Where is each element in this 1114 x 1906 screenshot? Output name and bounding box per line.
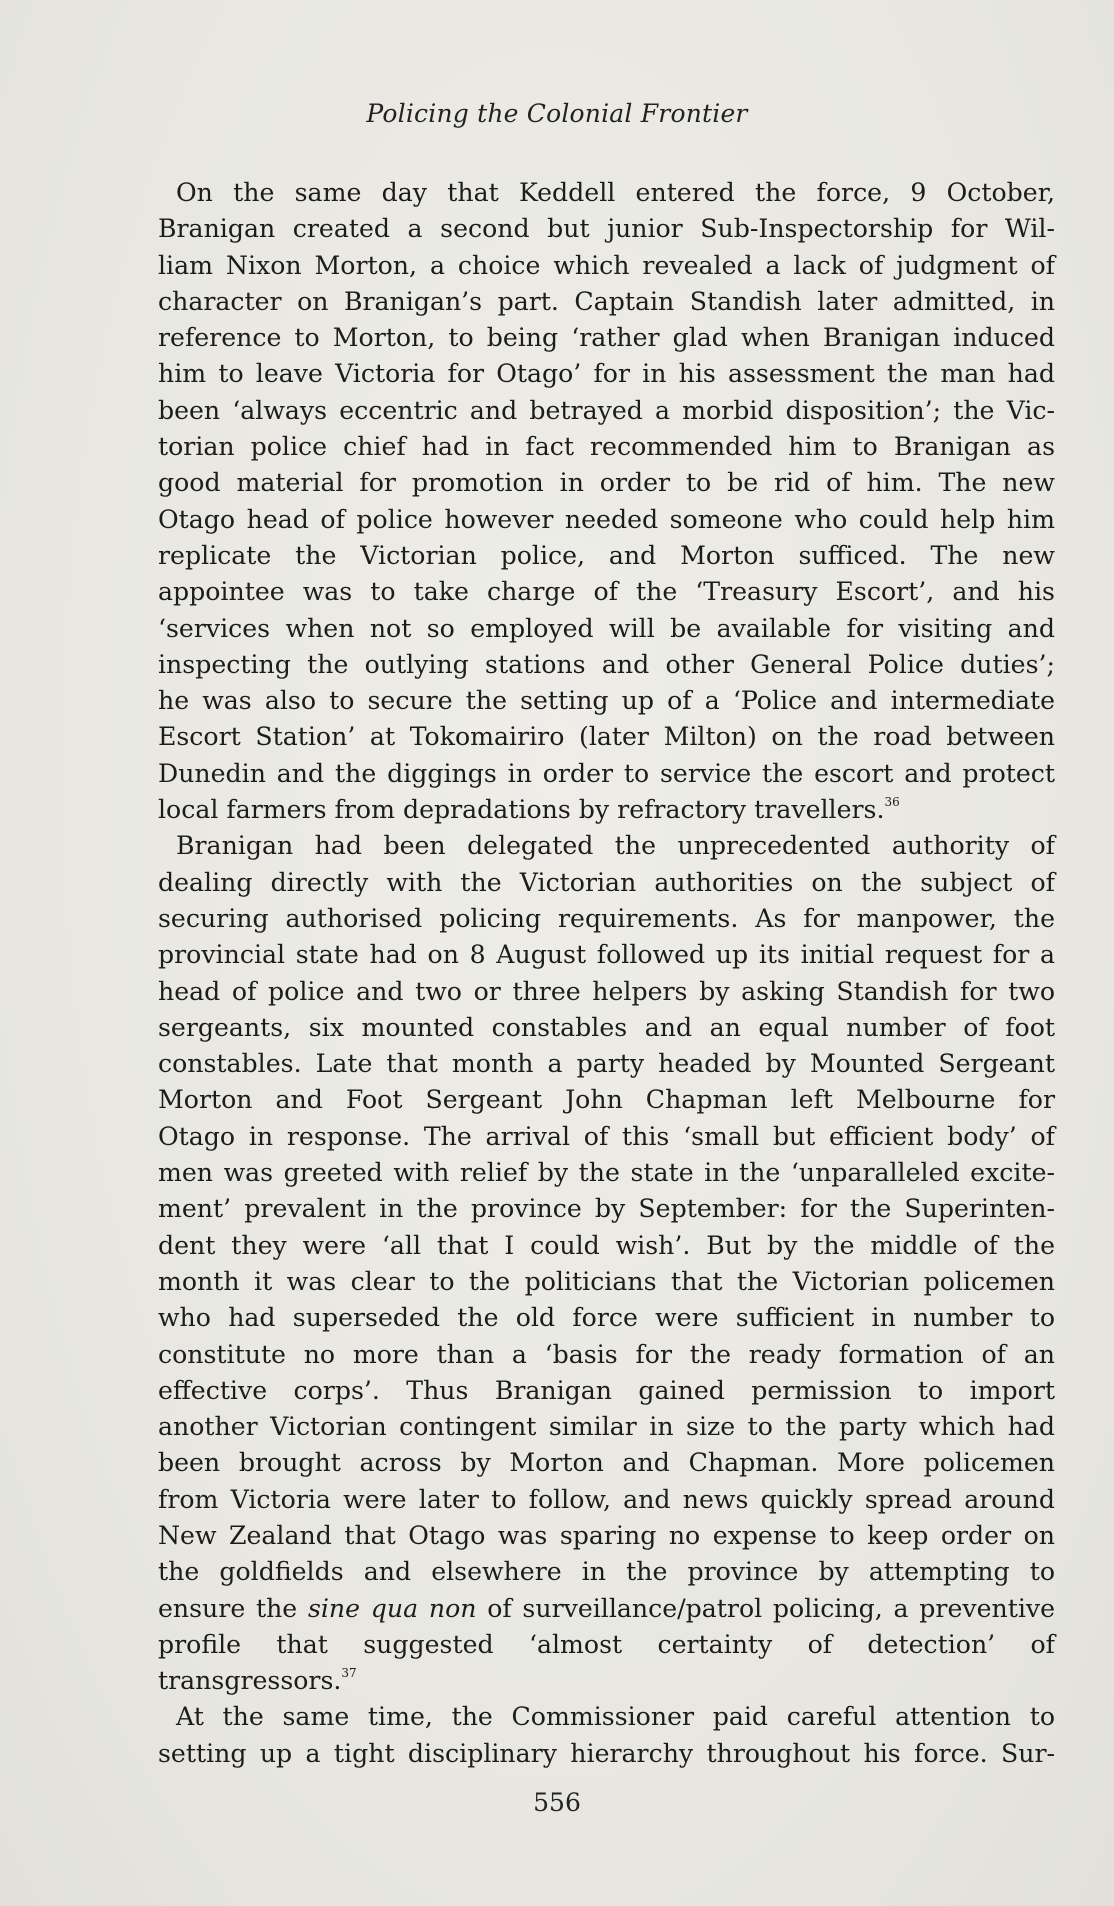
text-line <box>158 1663 1055 1699</box>
text-line <box>158 611 1055 647</box>
line-text: from Victoria were later to follow, and news quickly spread around <box>158 1484 1055 1514</box>
text-line <box>158 1482 1055 1518</box>
line-text: ensure the <box>158 1593 308 1623</box>
text-line <box>158 538 1055 574</box>
line-text: appointee was to take charge of the ‘Treasury Escort’, and his <box>158 577 1055 607</box>
paragraph-2 <box>158 828 1055 1699</box>
line-text: Branigan created a second but junior Sub-Inspectorship for Wil- <box>158 214 1055 244</box>
text-line <box>158 1046 1055 1082</box>
line-text: On the same day that Keddell entered the force, 9 October, <box>176 178 1055 207</box>
line-text: reference to Morton, to being ‘rather glad when Branigan induced <box>158 323 1055 353</box>
text-line <box>158 465 1055 501</box>
text-line <box>158 756 1055 792</box>
text-line <box>158 502 1055 538</box>
text-line <box>158 574 1055 610</box>
text-line <box>158 1373 1055 1409</box>
line-text: he was also to secure the setting up of a ‘Police and intermediate <box>158 686 1055 716</box>
text-line <box>158 1082 1055 1118</box>
text-line <box>158 647 1055 683</box>
text-line <box>158 1736 1055 1772</box>
text-line <box>158 1228 1055 1264</box>
line-text: of surveillance/patrol policing, a preventive <box>476 1593 1056 1623</box>
text-line <box>158 792 1055 828</box>
line-text: ‘services when not so employed will be available for visiting and <box>158 613 1055 643</box>
text-line <box>158 1699 1055 1735</box>
text-line <box>158 683 1055 719</box>
line-text: Otago head of police however needed someone who could help him <box>158 504 1055 534</box>
text-line <box>158 1300 1055 1336</box>
line-text: transgressors. <box>158 1666 342 1696</box>
text-line <box>158 1191 1055 1227</box>
line-text: effective corps’. Thus Branigan gained permission to import <box>158 1375 1055 1405</box>
line-text: setting up a tight disciplinary hierarchy throughout his force. Sur- <box>158 1738 1055 1768</box>
text-line <box>158 211 1055 247</box>
line-text: liam Nixon Morton, a choice which revealed a lack of judgment of <box>158 250 1055 280</box>
line-text: New Zealand that Otago was sparing no expense to keep order on <box>158 1520 1055 1550</box>
text-line <box>158 320 1055 356</box>
text-line <box>158 1264 1055 1300</box>
line-text: Otago in response. The arrival of this ‘small but efficient body’ of <box>158 1121 1055 1151</box>
line-text: Dunedin and the diggings in order to service the escort and protect <box>158 758 1055 788</box>
line-text: inspecting the outlying stations and other General Police duties’; <box>158 649 1055 679</box>
text-line <box>158 1409 1055 1445</box>
line-text: good material for promotion in order to be rid of him. The new <box>158 468 1055 498</box>
text-line <box>158 901 1055 937</box>
line-text: dent they were ‘all that I could wish’. But by the middle of the <box>158 1230 1055 1260</box>
text-line <box>158 719 1055 755</box>
line-text: sergeants, six mounted constables and an equal number of foot <box>158 1012 1055 1042</box>
text-line <box>158 393 1055 429</box>
line-text: been ‘always eccentric and betrayed a morbid disposition’; the Vic- <box>158 395 1055 425</box>
text-line <box>158 974 1055 1010</box>
text-line <box>158 356 1055 392</box>
line-text: men was greeted with relief by the state in the ‘unparalleled excite- <box>158 1158 1055 1188</box>
text-line <box>158 1445 1055 1481</box>
line-text: who had superseded the old force were sufficient in number to <box>158 1303 1055 1333</box>
line-text: constables. Late that month a party headed by Mounted Sergeant <box>158 1049 1055 1079</box>
text-line <box>158 1337 1055 1373</box>
line-text: torian police chief had in fact recommended him to Branigan as <box>158 432 1055 462</box>
text-line <box>158 1010 1055 1046</box>
line-text: At the same time, the Commissioner paid careful attention to <box>176 1702 1055 1732</box>
text-line <box>158 175 1055 211</box>
page-number: 556 <box>533 1788 581 1817</box>
italic-phrase: sine qua non <box>307 1593 477 1623</box>
paragraph-1 <box>158 175 1055 828</box>
text-line <box>158 1554 1055 1590</box>
line-text: month it was clear to the politicians that the Victorian policemen <box>158 1266 1055 1296</box>
paragraph-3 <box>158 1699 1055 1772</box>
footnote-ref: 37 <box>341 1666 357 1681</box>
text-line <box>158 828 1055 864</box>
text-line <box>158 865 1055 901</box>
line-text: been brought across by Morton and Chapman. More policemen <box>158 1448 1055 1478</box>
line-text: replicate the Victorian police, and Morton sufficed. The new <box>158 540 1055 570</box>
text-line <box>158 1591 1055 1627</box>
line-text: Morton and Foot Sergeant John Chapman left Melbourne for <box>158 1085 1055 1115</box>
line-text: him to leave Victoria for Otago’ for in his assessment the man had <box>158 359 1055 389</box>
body-text <box>158 175 1055 1772</box>
line-text: securing authorised policing requirements. As for manpower, the <box>158 903 1055 933</box>
text-line <box>158 937 1055 973</box>
running-head: Policing the Colonial Frontier <box>366 99 748 128</box>
text-line <box>158 1627 1055 1663</box>
text-line <box>158 248 1055 284</box>
line-text: Escort Station’ at Tokomairiro (later Milton) on the road between <box>158 722 1055 752</box>
line-text: constitute no more than a ‘basis for the ready formation of an <box>158 1339 1055 1369</box>
text-line <box>158 1119 1055 1155</box>
line-text: provincial state had on 8 August followed up its initial request for a <box>158 940 1055 970</box>
text-line <box>158 284 1055 320</box>
line-text: Branigan had been delegated the unprecedented authority of <box>176 831 1055 861</box>
line-text: another Victorian contingent similar in size to the party which had <box>158 1412 1055 1442</box>
line-text: local farmers from depradations by refractory travellers. <box>158 795 885 825</box>
line-text: ment’ prevalent in the province by September: for the Superinten- <box>158 1194 1055 1224</box>
footnote-ref: 36 <box>884 795 900 810</box>
line-text: dealing directly with the Victorian authorities on the subject of <box>158 867 1055 897</box>
text-line <box>158 1518 1055 1554</box>
line-text: character on Branigan’s part. Captain Standish later admitted, in <box>158 286 1055 316</box>
text-line <box>158 429 1055 465</box>
line-text: profile that suggested ‘almost certainty of detection’ of <box>158 1629 1055 1659</box>
line-text: the goldfields and elsewhere in the province by attempting to <box>158 1557 1055 1587</box>
text-line <box>158 1155 1055 1191</box>
line-text: head of police and two or three helpers by asking Standish for two <box>158 976 1055 1006</box>
